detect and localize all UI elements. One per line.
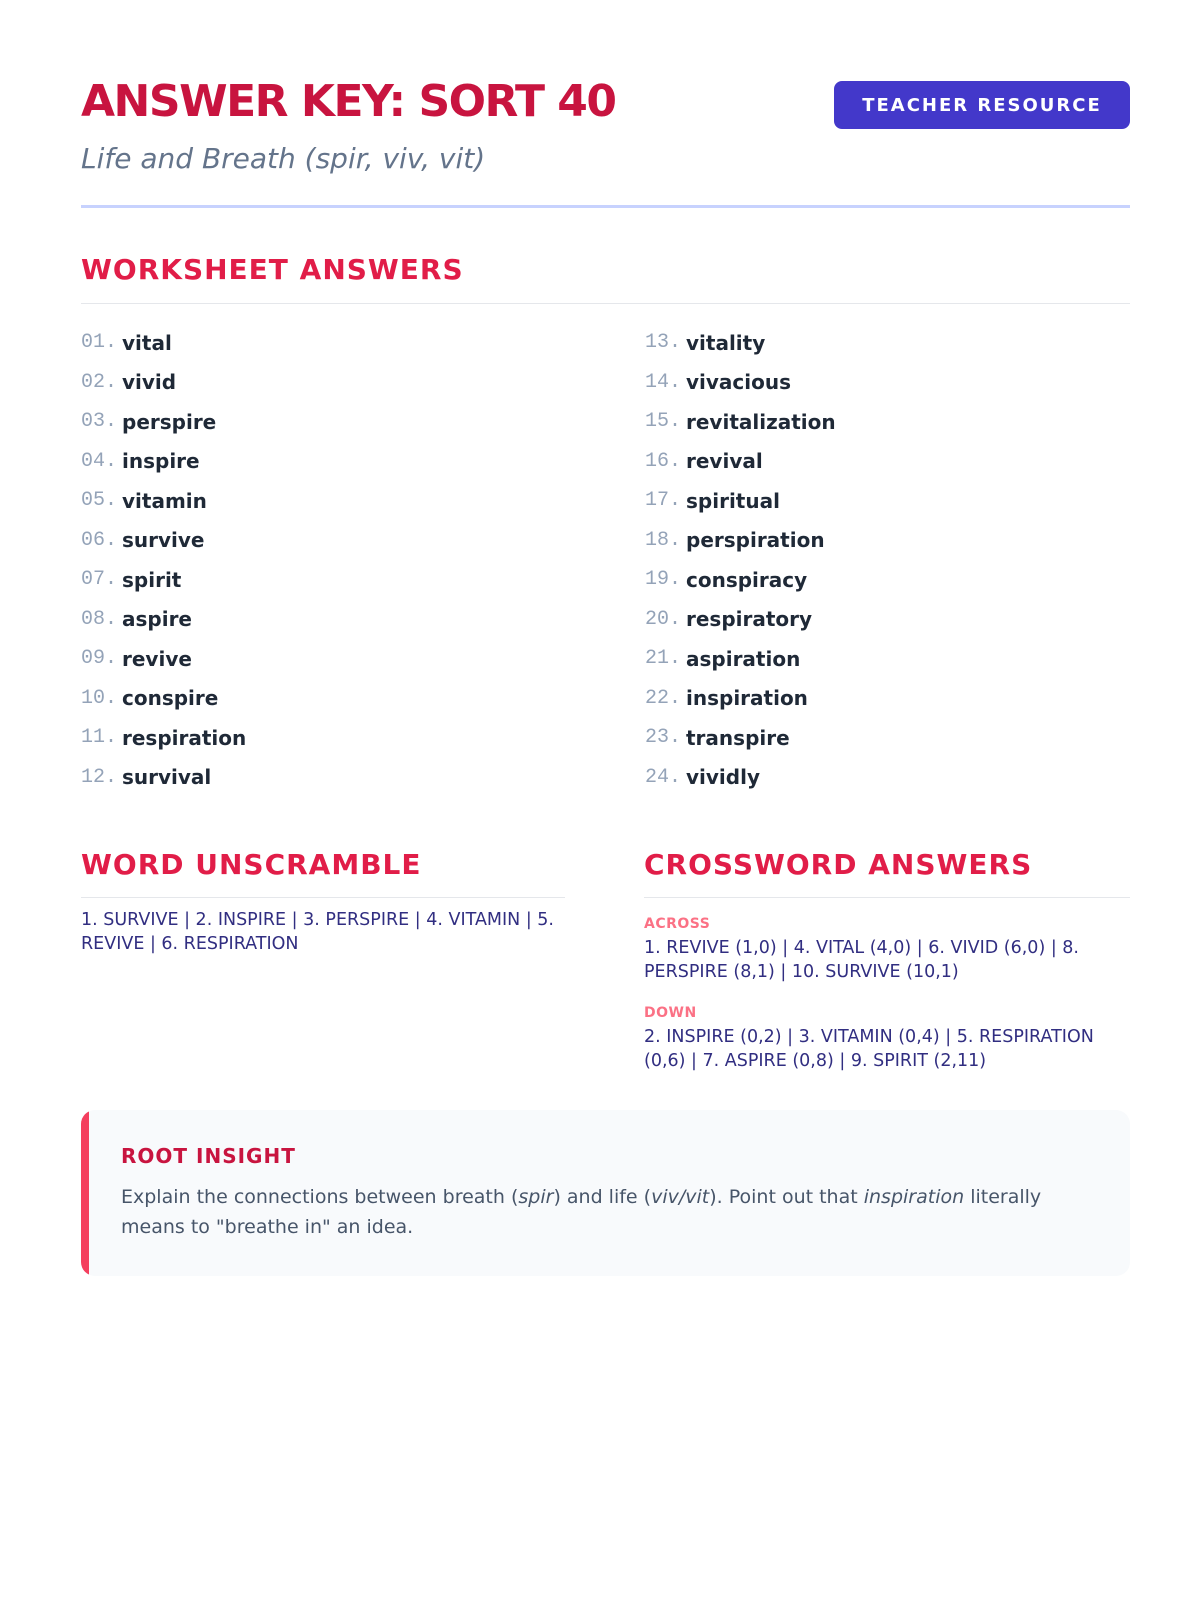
- answer-word: perspiration: [686, 528, 825, 553]
- crossword-across: [644, 916, 1130, 984]
- page-title: ANSWER KEY: SORT 40: [81, 76, 616, 127]
- answer-word: respiration: [122, 725, 247, 750]
- root-insight-text: [121, 1182, 1061, 1242]
- answer-number: 06.: [81, 528, 118, 552]
- crossword-divider: [644, 897, 1130, 898]
- unscramble-answers: 1. SURVIVE | 2. INSPIRE | 3. PERSPIRE | 4. VITAMIN | 5. REVIVE | 6. RESPIRATION: [81, 910, 554, 954]
- across-label: ACROSS: [644, 916, 711, 932]
- answer-word: vitality: [686, 330, 766, 355]
- answer-number: 05.: [81, 489, 118, 513]
- answer-word: vital: [122, 330, 172, 355]
- word-unscramble-heading: WORD UNSCRAMBLE: [81, 848, 422, 881]
- answer-item: [645, 521, 1130, 561]
- answer-word: vitamin: [122, 488, 207, 513]
- answer-number: 07.: [81, 568, 118, 592]
- answer-number: 19.: [645, 568, 682, 592]
- answer-word: spiritual: [686, 488, 780, 513]
- answer-word: inspire: [122, 449, 200, 474]
- answer-item: [645, 363, 1130, 403]
- root-insight-heading: ROOT INSIGHT: [121, 1144, 296, 1168]
- answer-item: [645, 718, 1130, 758]
- insight-text-part: ) and life (: [553, 1186, 652, 1208]
- answer-item: [645, 758, 1130, 798]
- header-divider: [81, 205, 1130, 208]
- answer-number: 01.: [81, 331, 118, 355]
- answer-word: conspiracy: [686, 567, 808, 592]
- insight-text-part: Explain the connections between breath (: [121, 1186, 519, 1208]
- insight-text-part: ). Point out that: [709, 1186, 864, 1208]
- insight-emphasis: viv/vit: [651, 1186, 710, 1208]
- down-answers: 2. INSPIRE (0,2) | 3. VITAMIN (0,4) | 5. RESPIRATION (0,6) | 7. ASPIRE (0,8) | 9. SPIRIT (2,11): [644, 1027, 1094, 1071]
- across-answers: 1. REVIVE (1,0) | 4. VITAL (4,0) | 6. VIVID (6,0) | 8. PERSPIRE (8,1) | 10. SURVIVE (10,1): [644, 938, 1079, 982]
- crossword-down: [644, 1005, 1130, 1073]
- answer-item: [645, 600, 1130, 640]
- answer-number: 12.: [81, 765, 118, 789]
- answer-number: 20.: [645, 607, 682, 631]
- answer-word: revival: [686, 449, 763, 474]
- worksheet-answers-list: [81, 323, 1130, 797]
- answer-word: survive: [122, 528, 205, 553]
- answer-number: 24.: [645, 765, 682, 789]
- answer-number: 17.: [645, 489, 682, 513]
- answer-word: aspiration: [686, 646, 801, 671]
- answer-item: [81, 758, 645, 798]
- answer-item: [645, 481, 1130, 521]
- insight-emphasis: inspiration: [863, 1186, 965, 1208]
- insight-text-part: literally means to "breathe in" an idea.: [121, 1186, 1042, 1238]
- teacher-resource-badge: TEACHER RESOURCE: [834, 81, 1130, 129]
- crossword-answers-heading: CROSSWORD ANSWERS: [644, 848, 1033, 881]
- answer-item: [645, 679, 1130, 719]
- worksheet-divider: [81, 303, 1130, 304]
- answer-item: [645, 442, 1130, 482]
- answer-word: survival: [122, 765, 212, 790]
- answer-item: [645, 402, 1130, 442]
- answer-word: conspire: [122, 686, 219, 711]
- answer-number: 16.: [645, 449, 682, 473]
- answer-number: 23.: [645, 726, 682, 750]
- answer-item: [81, 323, 645, 363]
- answer-number: 10.: [81, 686, 118, 710]
- answer-item: [81, 481, 645, 521]
- root-insight-callout: [81, 1110, 1130, 1276]
- answer-item: [81, 560, 645, 600]
- answer-number: 15.: [645, 410, 682, 434]
- worksheet-answers-heading: WORKSHEET ANSWERS: [81, 253, 464, 286]
- answer-item: [81, 363, 645, 403]
- answer-item: [645, 560, 1130, 600]
- answer-word: vividly: [686, 765, 760, 790]
- answer-number: 09.: [81, 647, 118, 671]
- answer-item: [645, 639, 1130, 679]
- unscramble-divider: [81, 897, 565, 898]
- answer-item: [81, 402, 645, 442]
- answer-number: 13.: [645, 331, 682, 355]
- answer-word: transpire: [686, 725, 790, 750]
- answer-number: 21.: [645, 647, 682, 671]
- insight-emphasis: spir: [518, 1186, 554, 1208]
- answer-number: 18.: [645, 528, 682, 552]
- answer-number: 03.: [81, 410, 118, 434]
- answer-word: revitalization: [686, 409, 836, 434]
- answer-word: inspiration: [686, 686, 808, 711]
- answer-word: vivid: [122, 370, 177, 395]
- answer-number: 02.: [81, 370, 118, 394]
- answer-number: 04.: [81, 449, 118, 473]
- answer-item: [81, 639, 645, 679]
- answer-word: revive: [122, 646, 192, 671]
- answer-number: 22.: [645, 686, 682, 710]
- page-subtitle: Life and Breath (spir, viv, vit): [81, 142, 486, 175]
- answer-item: [81, 679, 645, 719]
- answer-word: perspire: [122, 409, 217, 434]
- answer-word: vivacious: [686, 370, 792, 395]
- callout-accent-bar: [81, 1110, 89, 1276]
- answer-word: respiratory: [686, 607, 813, 632]
- answer-word: aspire: [122, 607, 192, 632]
- answer-number: 14.: [645, 370, 682, 394]
- answer-item: [81, 442, 645, 482]
- answer-item: [645, 323, 1130, 363]
- answer-item: [81, 521, 645, 561]
- answer-number: 08.: [81, 607, 118, 631]
- worksheet-column-right: [645, 323, 1130, 797]
- worksheet-column-left: [81, 323, 645, 797]
- answer-item: [81, 718, 645, 758]
- answer-item: [81, 600, 645, 640]
- answer-word: spirit: [122, 567, 182, 592]
- answer-number: 11.: [81, 726, 118, 750]
- down-label: DOWN: [644, 1005, 697, 1021]
